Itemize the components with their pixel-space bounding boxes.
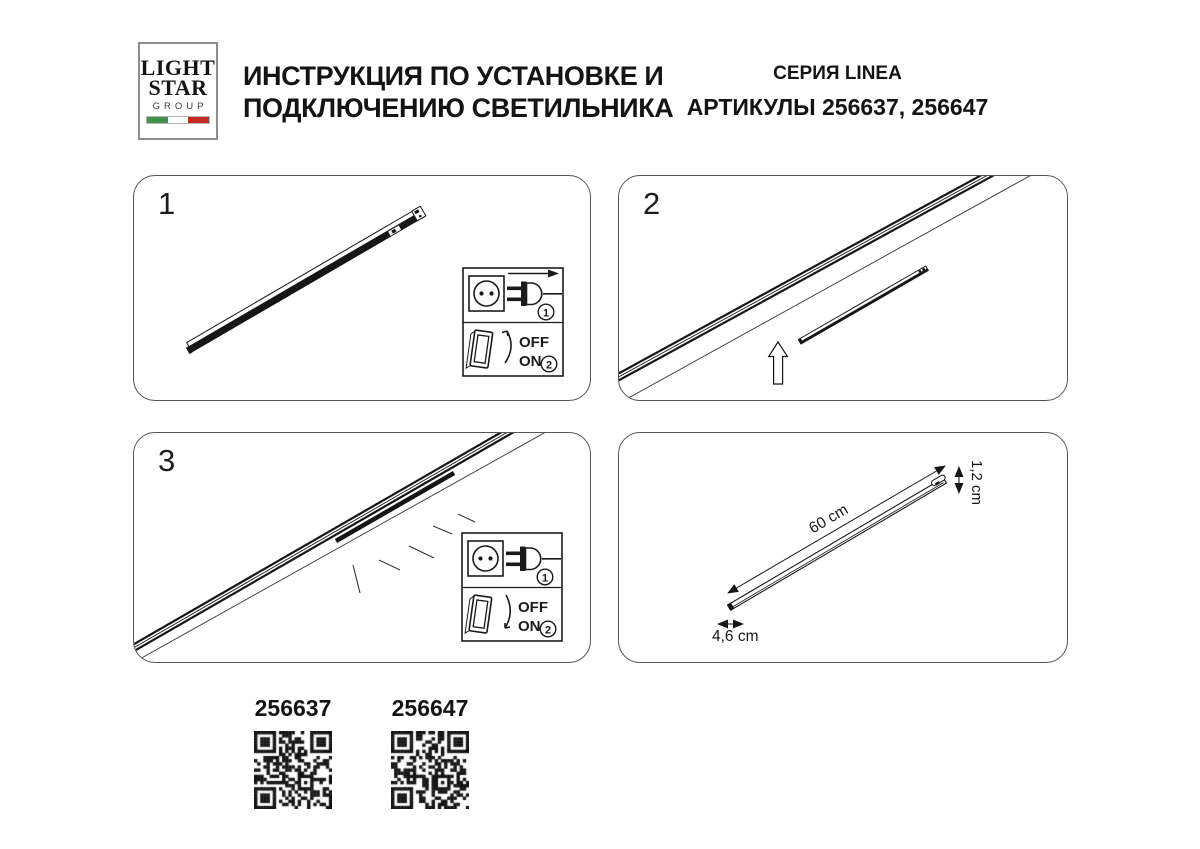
svg-text:1: 1 [542, 307, 550, 320]
step-3-panel [133, 432, 591, 663]
step-circle-2 [541, 356, 557, 372]
dimensions-illustration [619, 433, 1068, 663]
ceiling-line [619, 176, 1044, 401]
dimensions-panel [618, 432, 1068, 663]
lightstar-logo [138, 42, 218, 140]
logo-word-light: LIGHT [140, 55, 216, 80]
socket-icon [469, 276, 504, 311]
step-3-number: 3 [158, 443, 176, 478]
luminaire-outline [725, 474, 948, 611]
light-rays [353, 514, 475, 593]
rail-insert-illustration [619, 176, 1068, 401]
title-line-2: ПОДКЛЮЧЕНИЮ СВЕТИЛЬНИКА [243, 93, 674, 123]
svg-text:2: 2 [544, 624, 552, 637]
qr-block-256647 [384, 695, 476, 809]
step-circle-1 [538, 304, 554, 320]
power-legend-box [461, 532, 563, 642]
on-label: ON [518, 618, 541, 635]
step-1-number: 1 [158, 186, 176, 221]
luminaire-bar [798, 266, 929, 345]
qr-label: 256647 [391, 695, 469, 721]
step-1-panel [133, 175, 591, 401]
off-label: OFF [519, 334, 549, 351]
insert-up-arrow-icon [769, 342, 788, 384]
height-dimension [959, 460, 985, 505]
track-bar [184, 206, 427, 354]
italian-flag-stripe [146, 116, 210, 124]
width-label: 4,6 cm [712, 628, 759, 645]
luminaire-on-rail [336, 473, 454, 541]
power-legend-box [462, 267, 564, 377]
length-label: 60 cm [806, 501, 852, 538]
articles-label: АРТИКУЛЫ 256637, 256647 [686, 94, 989, 120]
title-line-1: ИНСТРУКЦИЯ ПО УСТАНОВКЕ И [243, 61, 664, 91]
qr-code [391, 731, 469, 809]
step-circle-1 [537, 569, 553, 585]
page-title [243, 60, 683, 124]
on-label: ON [519, 353, 542, 370]
width-dimension [712, 624, 759, 645]
qr-block-256637 [247, 695, 339, 809]
step-2-number: 2 [643, 186, 661, 221]
step-2-panel [618, 175, 1068, 401]
height-label: 1,2 cm [968, 460, 985, 506]
series-block [655, 63, 1020, 121]
mounted-rail [619, 176, 1012, 381]
off-label: OFF [518, 599, 548, 616]
logo-word-group: GROUP [152, 101, 208, 112]
svg-text:1: 1 [541, 572, 549, 585]
socket-icon [468, 541, 503, 576]
length-dimension [728, 466, 945, 593]
svg-text:2: 2 [545, 359, 553, 372]
logo-word-star: STAR [148, 75, 208, 100]
step-circle-2 [540, 621, 556, 637]
qr-code [254, 731, 332, 809]
qr-label: 256637 [254, 695, 332, 721]
series-label: СЕРИЯ LINEA [773, 63, 902, 84]
